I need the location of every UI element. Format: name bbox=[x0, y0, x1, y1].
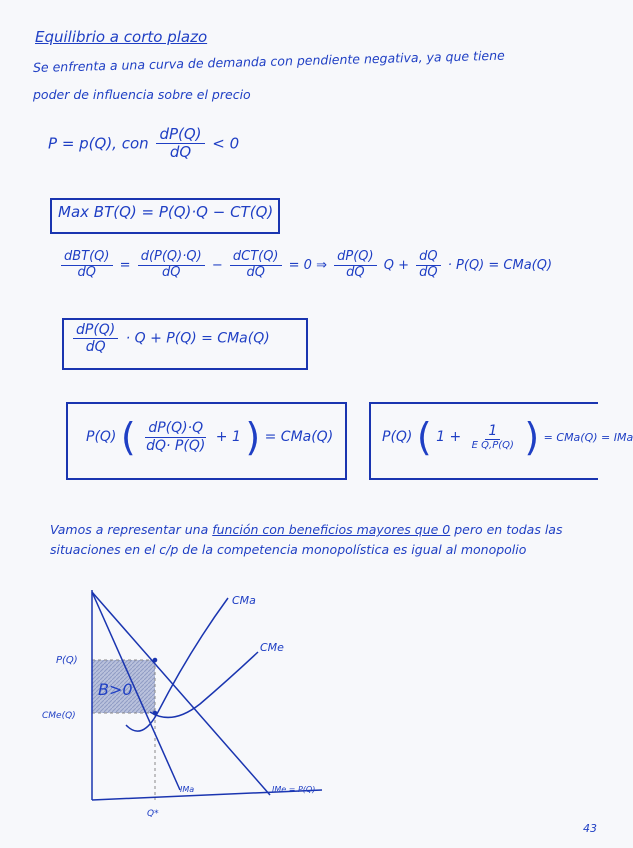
price-axis-label: P(Q) bbox=[56, 655, 78, 666]
close-paren: ) bbox=[245, 415, 261, 459]
profit-label: B>0 bbox=[98, 680, 133, 699]
cma-label: CMa bbox=[232, 594, 256, 607]
deriv-mid: Q + bbox=[383, 257, 409, 273]
deriv-frac-3-den: dQ bbox=[246, 264, 265, 280]
deriv-frac-2-den: dQ bbox=[161, 264, 181, 280]
deriv-tail: · P(Q) = CMa(Q) bbox=[447, 257, 553, 273]
condition-den: dQ bbox=[85, 339, 106, 356]
formula-2-one: 1 + bbox=[436, 429, 462, 445]
deriv-frac-3-num: dCT(Q) bbox=[230, 250, 282, 266]
deriv-eq0: = 0 ⇒ bbox=[288, 257, 327, 273]
formula-1-tail: = CMa(Q) bbox=[264, 429, 334, 445]
formula-2-den: E Q,P(Q) bbox=[471, 439, 514, 451]
cost-point bbox=[153, 711, 158, 716]
represent-line-1-a: Vamos a representar una bbox=[50, 522, 213, 537]
q-star-label: Q* bbox=[147, 809, 159, 819]
ime-label: IMe = P(Q) bbox=[272, 785, 316, 794]
formula-1-plus: + 1 bbox=[215, 429, 241, 445]
represent-line-1-b: pero en todas las bbox=[450, 522, 563, 537]
intro-line-1: Se enfrenta a una curva de demanda con pendiente negativa, ya que tiene bbox=[32, 47, 505, 75]
deriv-frac-5-den: dQ bbox=[419, 264, 438, 280]
deriv-frac-4-den: dQ bbox=[346, 264, 365, 280]
price-def-den: dQ bbox=[169, 143, 192, 162]
page-number: 43 bbox=[583, 822, 597, 835]
deriv-minus: − bbox=[211, 257, 223, 273]
deriv-eq: = bbox=[119, 257, 131, 273]
cme-label: CMe bbox=[260, 641, 284, 654]
open-paren: ( bbox=[416, 415, 432, 459]
formula-2-tail: = CMa(Q) = IMa bbox=[543, 431, 633, 444]
close-paren: ) bbox=[524, 415, 540, 459]
open-paren: ( bbox=[120, 415, 136, 459]
condition-rest: · Q + P(Q) = CMa(Q) bbox=[125, 330, 270, 347]
price-def-num: dP(Q) bbox=[156, 126, 204, 144]
deriv-frac-4-num: dP(Q) bbox=[334, 250, 376, 266]
represent-line-2: situaciones en el c/p de la competencia monopolística es igual al monopolio bbox=[50, 542, 527, 557]
formula-2-lead: P(Q) bbox=[382, 429, 413, 445]
deriv-frac-1-den: dQ bbox=[77, 264, 96, 280]
deriv-frac-2-num: d(P(Q)·Q) bbox=[138, 250, 205, 266]
formula-2-num: 1 bbox=[485, 423, 500, 440]
page-title: Equilibrio a corto plazo bbox=[35, 28, 208, 46]
intro-line-2: poder de influencia sobre el precio bbox=[33, 87, 251, 102]
average-cost-curve bbox=[150, 652, 258, 717]
max-equation: Max BT(Q) = P(Q)·Q − CT(Q) bbox=[58, 203, 274, 221]
formula-1-num: dP(Q)·Q bbox=[145, 420, 206, 437]
deriv-frac-1-num: dBT(Q) bbox=[61, 250, 113, 266]
represent-highlight: función con beneficios mayores que 0 bbox=[212, 522, 451, 537]
formula-1-den: dQ· P(Q) bbox=[146, 437, 206, 454]
price-def-lhs: P = p(Q), con bbox=[48, 134, 149, 153]
price-point bbox=[153, 658, 158, 663]
formula-1-lead: P(Q) bbox=[86, 429, 117, 445]
price-def-rhs: < 0 bbox=[212, 134, 240, 153]
ima-label: IMa bbox=[180, 785, 195, 794]
deriv-frac-5-num: dQ bbox=[416, 250, 440, 266]
cme-axis-label: CMe(Q) bbox=[42, 711, 76, 721]
condition-num: dP(Q) bbox=[73, 322, 118, 339]
